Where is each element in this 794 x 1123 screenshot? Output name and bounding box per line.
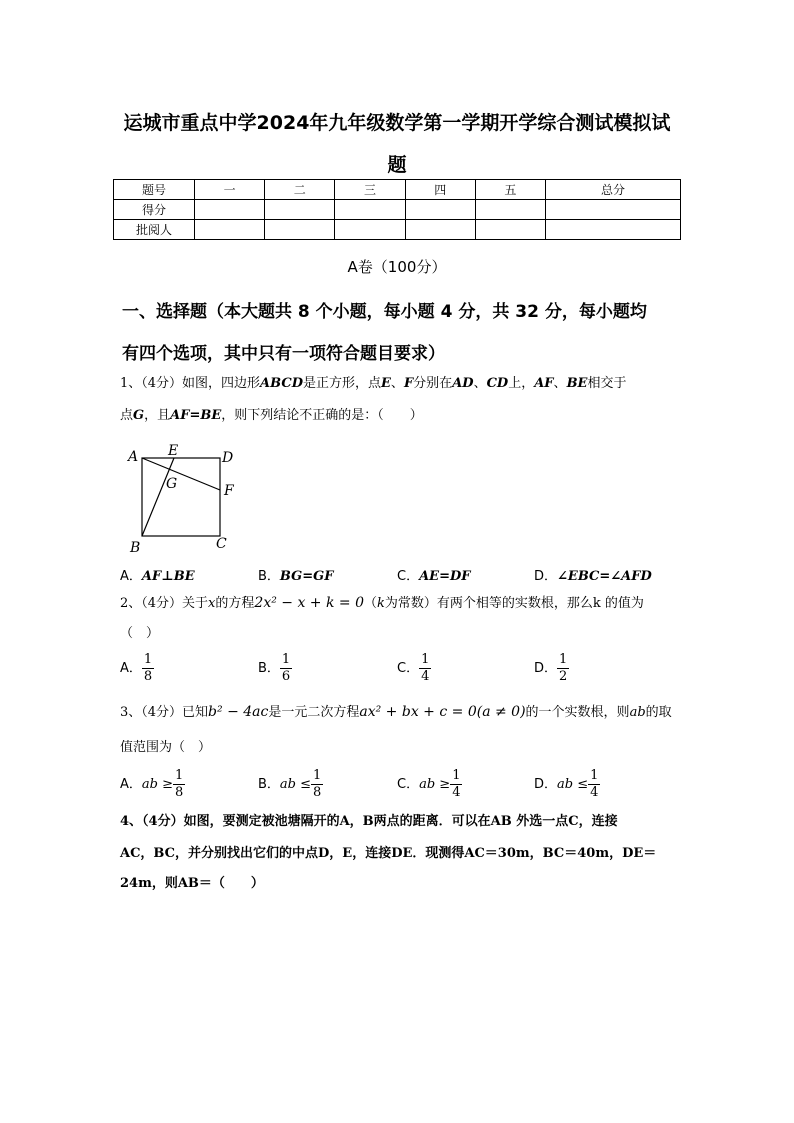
table-cell[interactable] (546, 200, 681, 220)
q3-option-c[interactable]: C．ab ≥ $\frac{1}{4}$ (397, 768, 461, 800)
title-line-2: 题 (387, 154, 407, 176)
label-g: G (166, 476, 178, 492)
label-c: C (216, 536, 227, 552)
segment-be (142, 458, 174, 536)
table-cell[interactable] (335, 200, 405, 220)
table-header-cell: 二 (265, 180, 335, 200)
table-cell[interactable] (405, 220, 475, 240)
table-row-label: 批阅人 (114, 220, 195, 240)
q1-option-a[interactable]: A．AF⊥BE (120, 569, 195, 584)
q1-option-c[interactable]: C．AE=DF (397, 569, 471, 584)
section-1-heading-line-1: 一、选择题（本大题共 8 个小题，每小题 4 分，共 32 分，每小题均 (122, 302, 647, 322)
q1-option-b[interactable]: B．BG=GF (258, 569, 334, 584)
label-a: A (128, 449, 139, 465)
q1-option-d[interactable]: D．∠EBC=∠AFD (534, 569, 652, 584)
label-d: D (222, 450, 234, 466)
table-header-cell: 四 (405, 180, 475, 200)
table-header-cell: 总分 (546, 180, 681, 200)
question-2-line-1: 2、（4分）关于x的方程2x² − x + k = 0（k为常数）有两个相等的实数根，那么k 的值为 (120, 595, 644, 611)
table-cell[interactable] (265, 200, 335, 220)
q2-option-c[interactable]: C． $\frac{1}{4}$ (397, 652, 430, 684)
table-cell[interactable] (475, 200, 545, 220)
title-line-1: 运城市重点中学2024年九年级数学第一学期开学综合测试模拟试 (123, 112, 671, 134)
part-a-heading: A卷（100分） (347, 258, 447, 276)
table-header-cell: 三 (335, 180, 405, 200)
q3-option-b[interactable]: B．ab ≤ $\frac{1}{8}$ (258, 768, 322, 800)
table-row-label: 得分 (114, 200, 195, 220)
square-abcd (142, 458, 220, 536)
table-cell[interactable] (335, 220, 405, 240)
question-2-line-2: （ ） (120, 626, 160, 641)
table-cell[interactable] (195, 200, 265, 220)
segment-af (142, 458, 220, 490)
question-4-line-3: 24m，则AB＝（ ） (120, 876, 264, 891)
label-f: F (224, 483, 234, 499)
table-row (114, 220, 681, 240)
table-header-cell: 五 (475, 180, 545, 200)
label-b: B (130, 540, 141, 556)
table-row (114, 200, 681, 220)
table-cell[interactable] (265, 220, 335, 240)
section-1-heading-line-2: 有四个选项，其中只有一项符合题目要求） (122, 344, 445, 364)
table-cell[interactable] (195, 220, 265, 240)
q2-option-b[interactable]: B． $\frac{1}{6}$ (258, 652, 291, 684)
question-4-line-1: 4、（4分）如图，要测定被池塘隔开的A，B两点的距离．可以在AB 外选一点C，连接 (120, 814, 618, 829)
question-4-line-2: AC，BC，并分别找出它们的中点D，E，连接DE．现测得AC＝30m，BC＝40m，DE＝ (120, 846, 657, 861)
q2-option-d[interactable]: D． $\frac{1}{2}$ (534, 652, 568, 684)
q2-option-a[interactable]: A． $\frac{1}{8}$ (120, 652, 153, 684)
table-cell[interactable] (546, 220, 681, 240)
q3-option-d[interactable]: D．ab ≤ $\frac{1}{4}$ (534, 768, 599, 800)
square-figure (122, 440, 252, 558)
question-1-line-1: 1、（4分）如图，四边形ABCD是正方形，点E、F分别在AD、CD上，AF、BE相交于 (120, 376, 627, 391)
q3-option-a[interactable]: A．ab ≥ $\frac{1}{8}$ (120, 768, 184, 800)
question-3-line-1: 3、（4分）已知b² − 4ac是一元二次方程ax² + bx + c = 0(a ≠ 0)的一个实数根，则ab的取 (120, 704, 672, 720)
question-1-line-2: 点G，且AF=BE，则下列结论不正确的是：（ ） (120, 408, 423, 423)
question-3-line-2: 值范围为（ ） (120, 740, 212, 755)
table-cell[interactable] (475, 220, 545, 240)
table-cell[interactable] (405, 200, 475, 220)
table-row (114, 180, 681, 200)
table-header-cell: 题号 (114, 180, 195, 200)
label-e: E (168, 443, 179, 459)
score-table (113, 179, 681, 240)
table-header-cell: 一 (195, 180, 265, 200)
